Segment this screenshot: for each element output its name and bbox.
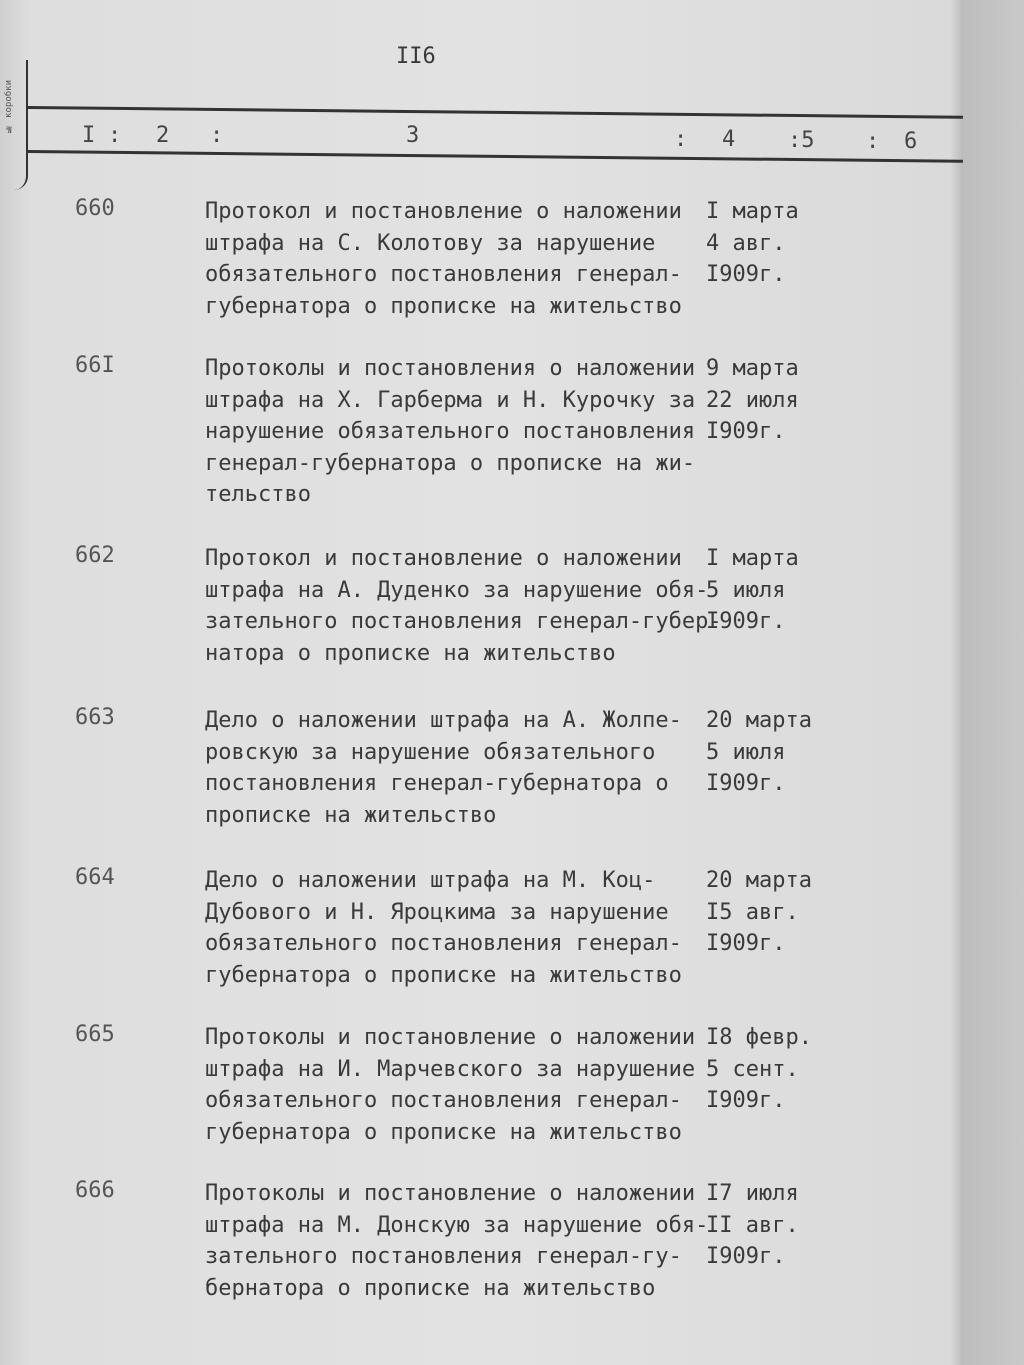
column-header: 3 — [406, 123, 420, 148]
item-dates — [706, 1178, 799, 1273]
description-line: штрафа на М. Донскую за нарушение обя- — [205, 1212, 709, 1238]
item-number: 664 — [75, 865, 115, 890]
date-line: 5 июля — [706, 739, 786, 765]
item-description — [205, 1178, 708, 1304]
date-line: I909г. — [706, 1244, 786, 1269]
date-line: 22 июля — [706, 387, 799, 413]
date-line: I5 авг. — [706, 899, 799, 925]
description-line: губернатора о прописке на жительство — [205, 293, 682, 319]
description-line: нарушение обязательного постановления — [205, 419, 696, 444]
description-line: бернатора о прописке на жительство — [205, 1275, 656, 1301]
description-line: обязательного постановления генерал- — [205, 262, 682, 287]
column-header: 6 — [904, 129, 918, 154]
description-line: штрафа на С. Колотову за нарушение — [205, 230, 656, 256]
item-description — [205, 1022, 695, 1148]
item-description — [205, 705, 682, 831]
column-separator: : — [674, 127, 688, 152]
description-line: прописке на жительство — [205, 802, 497, 828]
description-line: тельство — [205, 482, 311, 507]
column-header: 2 — [156, 123, 170, 148]
column-header: :5 — [788, 128, 815, 153]
item-number: 665 — [75, 1022, 115, 1047]
item-number: 666 — [75, 1178, 115, 1203]
description-line: Протокол и постановление о наложении — [205, 546, 682, 571]
date-line: 5 июля — [706, 577, 786, 603]
column-separator: : — [108, 123, 122, 148]
page-number: II6 — [396, 44, 436, 69]
description-line: зательного постановления генерал-гу- — [205, 1244, 682, 1269]
item-description — [205, 196, 682, 322]
description-line: губернатора о прописке на жительство — [205, 962, 682, 988]
item-number: 66I — [75, 353, 115, 378]
column-header: I — [82, 123, 96, 148]
description-line: Дубового и Н. Яроцкима за нарушение — [205, 899, 669, 925]
item-description — [205, 353, 695, 511]
date-line: I909г. — [706, 771, 786, 796]
date-line: I марта — [706, 199, 799, 224]
description-line: генерал-губернатора о прописке на жи- — [205, 450, 696, 476]
date-line: 20 марта — [706, 708, 812, 733]
item-description — [205, 543, 722, 669]
date-line: I909г. — [706, 609, 786, 634]
description-line: Протокол и постановление о наложении — [205, 199, 682, 224]
date-line: I марта — [706, 546, 799, 571]
description-line: натора о прописке на жительство — [205, 640, 616, 666]
margin-label: № коробки — [4, 80, 14, 134]
item-number: 662 — [75, 543, 115, 568]
date-line: 9 марта — [706, 356, 799, 381]
column-separator: : — [210, 123, 224, 148]
description-line: обязательного постановления генерал- — [205, 931, 682, 956]
description-line: зательного постановления генерал-губер- — [205, 609, 722, 634]
description-line: Дело о наложении штрафа на А. Жолпе- — [205, 708, 682, 733]
description-line: губернатора о прописке на жительство — [205, 1119, 682, 1145]
description-line: Протоколы и постановление о наложении — [205, 1181, 696, 1206]
description-line: обязательного постановления генерал- — [205, 1088, 682, 1113]
date-line: I7 июля — [706, 1181, 799, 1206]
description-line: штрафа на И. Марчевского за нарушение — [205, 1056, 696, 1082]
item-dates — [706, 353, 799, 448]
date-line: 4 авг. — [706, 230, 786, 256]
item-description — [205, 865, 682, 991]
date-line: 20 марта — [706, 868, 812, 893]
date-line: I8 февр. — [706, 1025, 812, 1050]
date-line: I909г. — [706, 262, 786, 287]
header-rule-top — [28, 106, 963, 119]
description-line: постановления генерал-губернатора о — [205, 771, 669, 796]
item-dates — [706, 543, 799, 638]
description-line: штрафа на Х. Гарберма и Н. Курочку за — [205, 387, 696, 413]
description-line: ровскую за нарушение обязательного — [205, 739, 656, 765]
item-dates — [706, 1022, 812, 1117]
date-line: I909г. — [706, 1088, 786, 1113]
item-dates — [706, 865, 812, 960]
description-line: Протоколы и постановление о наложении — [205, 1025, 696, 1050]
description-line: штрафа на А. Дуденко за нарушение обя- — [205, 577, 709, 603]
column-separator: : — [866, 129, 880, 154]
date-line: I909г. — [706, 419, 786, 444]
date-line: I909г. — [706, 931, 786, 956]
date-line: 5 сент. — [706, 1056, 799, 1082]
description-line: Протоколы и постановления о наложении — [205, 356, 696, 381]
column-header: 4 — [722, 127, 736, 152]
item-number: 660 — [75, 196, 115, 221]
item-dates — [706, 705, 812, 800]
item-dates — [706, 196, 799, 291]
item-number: 663 — [75, 705, 115, 730]
date-line: II авг. — [706, 1212, 799, 1238]
description-line: Дело о наложении штрафа на М. Коц- — [205, 868, 656, 893]
header-rule-bottom — [28, 150, 963, 163]
